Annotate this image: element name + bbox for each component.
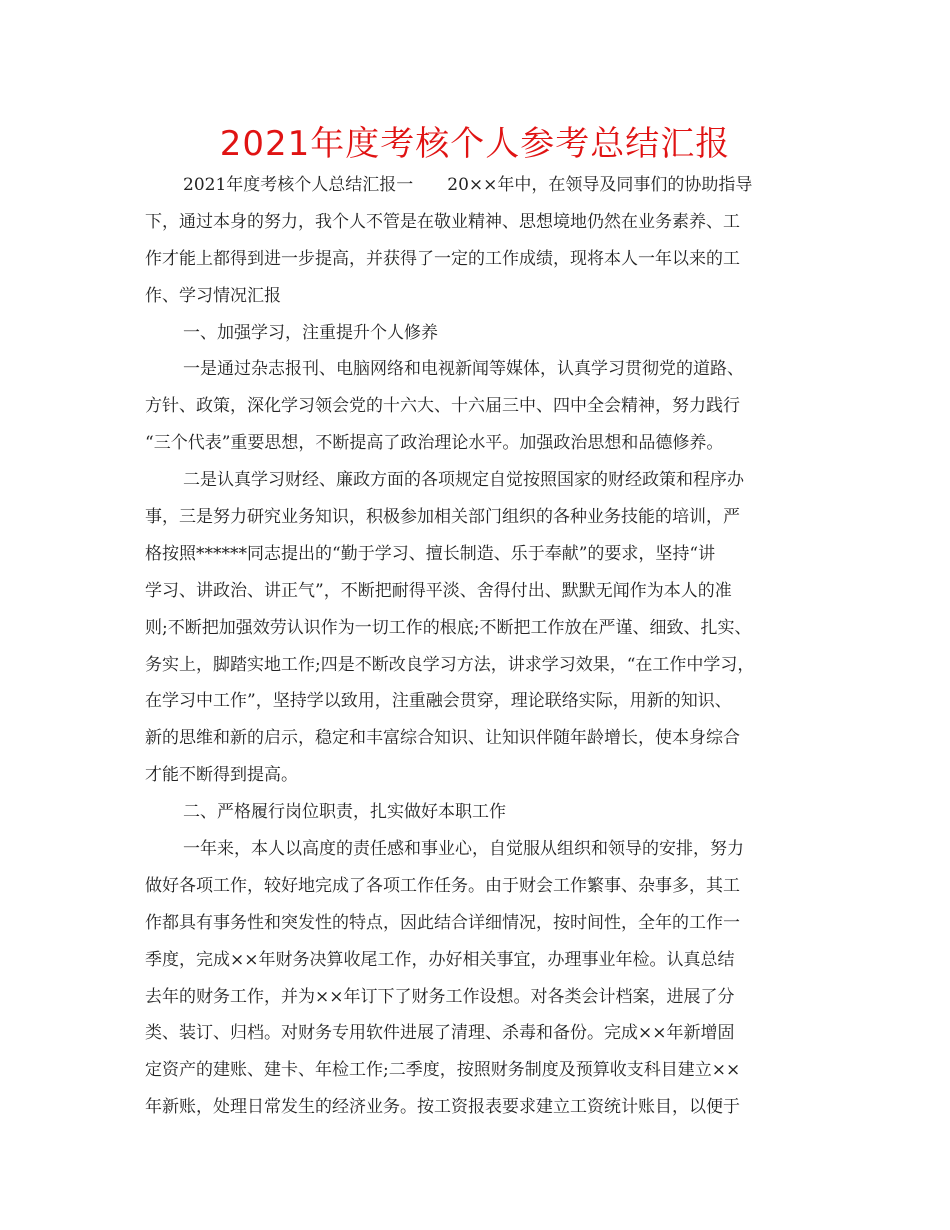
text-line: 二是认真学习财经、廉政方面的各项规定自觉按照国家的财经政策和程序办 <box>183 470 744 491</box>
text-line: 才能不断得到提高。 <box>145 765 298 786</box>
text-line: 方针、政策，深化学习领会党的十六大、十六届三中、四中全会精神，努力践行 <box>145 396 740 417</box>
text-line: 务实上，脚踏实地工作;四是不断改良学习方法，讲求学习效果，“在工作中学习， <box>145 654 755 675</box>
text-line: 季度，完成××年财务决算收尾工作，办好相关事宜，办理事业年检。认真总结 <box>145 949 735 970</box>
text-line: 一是通过杂志报刊、电脑网络和电视新闻等媒体，认真学习贯彻党的道路、 <box>183 359 744 380</box>
text-line: 新的思维和新的启示，稳定和丰富综合知识、让知识伴随年龄增长，使本身综合 <box>145 728 740 749</box>
text-line: 一年来，本人以高度的责任感和事业心，自觉服从组织和领导的安排，努力 <box>183 839 744 860</box>
text-line: 一、加强学习，注重提升个人修养 <box>183 322 438 343</box>
text-line: 作都具有事务性和突发性的特点，因此结合详细情况，按时间性，全年的工作一 <box>145 912 740 933</box>
text-line: 则;不断把加强效劳认识作为一切工作的根底;不断把工作放在严谨、细致、扎实、 <box>145 617 752 638</box>
text-line: 做好各项工作，较好地完成了各项工作任务。由于财会工作繁事、杂事多，其工 <box>145 875 740 896</box>
text-line: 格按照******同志提出的“勤于学习、擅长制造、乐于奉献”的要求，坚持“讲 <box>145 543 716 564</box>
text-line: 二、严格履行岗位职责，扎实做好本职工作 <box>183 802 506 823</box>
text-line: 下，通过本身的努力，我个人不管是在敬业精神、思想境地仍然在业务素养、工 <box>145 211 740 232</box>
text-line: 定资产的建账、建卡、年检工作;二季度，按照财务制度及预算收支科目建立×× <box>145 1060 741 1081</box>
document-body <box>145 167 825 1126</box>
text-line: 2021年度考核个人总结汇报一 20××年中，在领导及同事们的协助指导 <box>183 175 753 195</box>
text-line: 在学习中工作”，坚持学以致用，注重融会贯穿，理论联络实际，用新的知识、 <box>145 691 732 712</box>
text-line: 学习、讲政治、讲正气”，不断把耐得平淡、舍得付出、默默无闻作为本人的准 <box>145 580 732 601</box>
text-line: 去年的财务工作，并为××年订下了财务工作设想。对各类会计档案，进展了分 <box>145 986 735 1007</box>
text-line: 作才能上都得到进一步提高，并获得了一定的工作成绩，现将本人一年以来的工 <box>145 248 740 269</box>
text-line: 类、装订、归档。对财务专用软件进展了清理、杀毒和备份。完成××年新增固 <box>145 1023 735 1044</box>
text-line: “三个代表”重要思想，不断提高了政治理论水平。加强政治思想和品德修养。 <box>145 433 724 454</box>
text-line: 年新账，处理日常发生的经济业务。按工资报表要求建立工资统计账目，以便于 <box>145 1097 740 1118</box>
text-line: 作、学习情况汇报 <box>145 285 281 306</box>
text-line: 事，三是努力研究业务知识，积极参加相关部门组织的各种业务技能的培训，严 <box>145 507 740 528</box>
document-title: 2021年度考核个人参考总结汇报 <box>219 124 731 164</box>
